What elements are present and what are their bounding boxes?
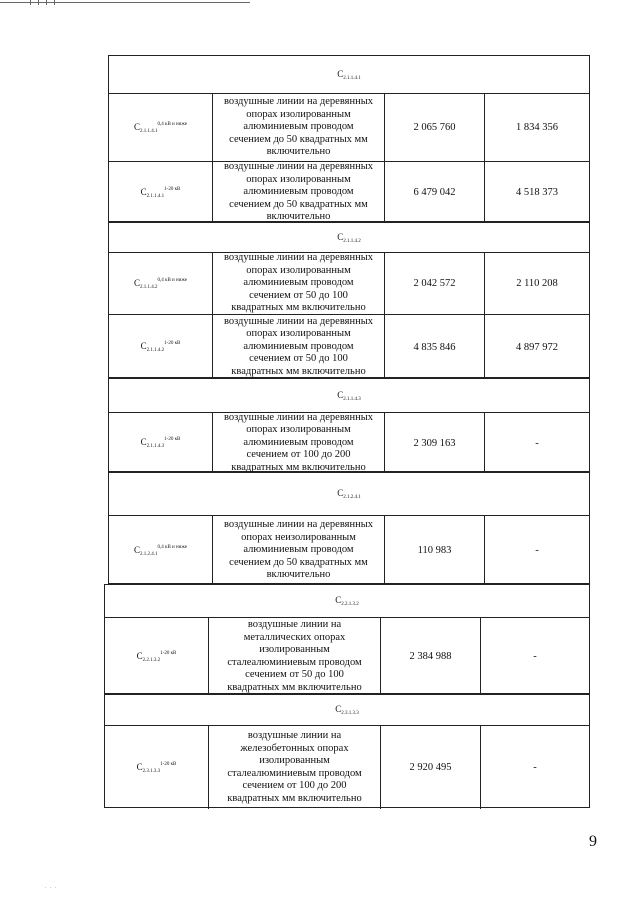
rate-value-1: 2 065 760 [385,94,485,161]
rate-value-1: 6 479 042 [385,162,485,223]
line-description [213,413,385,473]
table-section [108,472,590,584]
code-subscript: 2.1.2.4.1 [343,495,361,500]
description-line: сечением от 100 до 200 [242,780,347,791]
table-section [108,222,590,378]
code-base: C [134,277,141,288]
description-line: опорах изолированным [246,424,351,436]
code-base: C [337,389,344,400]
description-line: опорах изолированным [246,108,351,120]
tariff-code [109,94,213,161]
code-base: C [140,186,147,197]
code-subscript: 2.3.1.3.3 [341,711,359,716]
description-line: железобетонных опорах [240,742,349,754]
top-edge-tick [30,0,31,5]
table-row [109,93,589,161]
code-subscript: 2.2.1.3.2 [341,602,359,607]
code-superscript: 1-20 кВ [164,186,181,192]
tariff-code [109,253,213,314]
tariff-code [109,162,213,223]
line-description [213,516,385,585]
code-superscript: 0,4 кВ и ниже [157,121,187,127]
description-line: сечением до 50 квадратных мм [229,198,368,210]
tariff-code [105,618,209,695]
code-subscript: 2.1.1.4.1 [140,128,158,134]
description-line: воздушные линии на [247,619,342,630]
table-row [105,725,589,809]
code-subscript: 2.3.1.3.3 [142,768,161,774]
table-row [109,412,589,473]
section-header [109,473,589,515]
code-subscript: 2.1.1.4.2 [140,284,158,290]
line-description [209,726,381,809]
code-superscript: 1-20 кВ [160,761,177,767]
table-section [108,55,590,222]
description-line: опорах изолированным [246,328,351,340]
description-line: воздушные линии на деревянных [223,161,374,173]
table-section [104,584,590,694]
top-edge-tick [38,0,39,5]
table-row [109,314,589,379]
page-number: 9 [589,833,597,850]
line-description [209,618,381,695]
description-line: квадратных мм включительно [227,792,362,804]
rate-value-2: 1 834 356 [516,122,558,133]
description-line: воздушные линии на [247,730,342,741]
rate-value-1: 110 983 [385,516,485,585]
code-subscript: 2.1.1.4.2 [146,348,165,353]
code-superscript: 1-20 кВ [164,437,181,442]
description-line: квадратных мм включительно [227,681,362,693]
code-base: C [337,231,344,242]
rate-value-2: 2 110 208 [516,278,558,289]
section-code [337,232,361,244]
description-line: алюминиевым проводом [243,544,354,556]
section-header [109,223,589,252]
section-header [109,379,589,412]
section-header [105,585,589,617]
description-line: включительно [266,146,331,158]
code-subscript: 2.1.1.4.1 [146,193,165,199]
code-base: C [140,341,147,351]
code-base: C [140,437,147,447]
scan-artifact: . . . [45,884,58,890]
description-line: алюминиевым проводом [243,121,354,133]
code-base: C [335,704,342,714]
section-code [337,390,361,402]
section-code [337,69,361,81]
description-line: квадратных мм включительно [231,302,366,314]
tariff-code [109,516,213,585]
line-description [213,315,385,379]
description-line: сечением от 50 до 100 [249,289,348,301]
code-superscript: 0,4 кВ и ниже [157,544,187,550]
table-row [105,617,589,695]
description-line: сечением от 100 до 200 [246,449,351,461]
table-section [108,378,590,472]
code-base: C [134,121,141,132]
code-subscript: 2.1.1.4.3 [343,396,361,402]
top-edge-mark [0,0,250,6]
rate-value-2: - [533,651,537,662]
description-line: сечением от 50 до 100 [249,353,348,365]
tariff-code [109,413,213,473]
description-line: опорах неизолированным [241,531,356,543]
code-superscript: 1-20 кВ [160,650,177,656]
description-line: изолированным [259,644,330,655]
top-edge-tick [46,0,47,5]
description-line: квадратных мм включительно [231,365,366,377]
description-line: алюминиевым проводом [243,186,354,198]
line-description [213,94,385,161]
table-row [109,515,589,585]
description-line: алюминиевым проводом [243,340,354,352]
description-line: воздушные линии на деревянных [223,96,374,108]
code-subscript: 2.1.1.4.3 [146,444,165,449]
code-base: C [337,68,344,79]
description-line: включительно [266,569,331,581]
rate-value-2: 4 897 972 [516,341,558,353]
table-section [104,694,590,808]
top-edge-tick [54,0,55,5]
description-line: квадратных мм включительно [231,461,366,473]
section-header [109,56,589,93]
description-line: сечением до 50 квадратных мм [229,133,368,145]
code-base: C [134,544,141,555]
tariff-code [109,315,213,379]
rate-value-1: 4 835 846 [385,315,485,379]
section-code [335,704,359,716]
rate-value-1: 2 309 163 [385,413,485,473]
code-base: C [337,488,344,498]
code-subscript: 2.1.1.4.1 [343,75,361,81]
description-line: сталеалюминиевым проводом [227,767,362,779]
rate-value-1: 2 042 572 [385,253,485,314]
description-line: опорах изолированным [246,264,351,276]
description-line: сечением от 50 до 100 [245,669,344,680]
description-line: включительно [266,211,331,223]
code-base: C [335,595,342,605]
description-line: воздушные линии на деревянных [223,519,374,531]
tariff-code [105,726,209,809]
description-line: воздушные линии на деревянных [223,315,374,327]
section-code [335,595,359,607]
description-line: опорах изолированным [246,173,351,185]
rate-value-2: - [535,437,539,449]
description-line: металлических опорах [243,631,346,643]
section-code [337,488,361,500]
table-row [109,252,589,314]
rate-value-1: 2 384 988 [381,618,481,695]
rate-value-2: - [533,762,537,773]
code-subscript: 2.2.1.3.2 [142,657,161,663]
description-line: сталеалюминиевым проводом [227,656,362,668]
rate-value-1: 2 920 495 [381,726,481,809]
code-superscript: 0,4 кВ и ниже [157,277,187,283]
description-line: изолированным [259,755,330,766]
code-subscript: 2.1.1.4.2 [343,238,361,244]
description-line: воздушные линии на деревянных [223,411,374,423]
line-description [213,162,385,223]
code-base: C [136,761,143,772]
table-row [109,161,589,223]
code-subscript: 2.1.2.4.1 [140,551,158,557]
line-description [213,253,385,314]
description-line: алюминиевым проводом [243,277,354,289]
rate-value-2: - [535,545,539,556]
description-line: воздушные линии на деревянных [223,252,374,264]
description-line: сечением до 50 квадратных мм [229,556,368,568]
rate-value-2: 4 518 373 [516,187,558,198]
code-superscript: 1-20 кВ [164,341,181,346]
description-line: алюминиевым проводом [243,436,354,448]
section-header [105,695,589,725]
code-base: C [136,650,143,661]
